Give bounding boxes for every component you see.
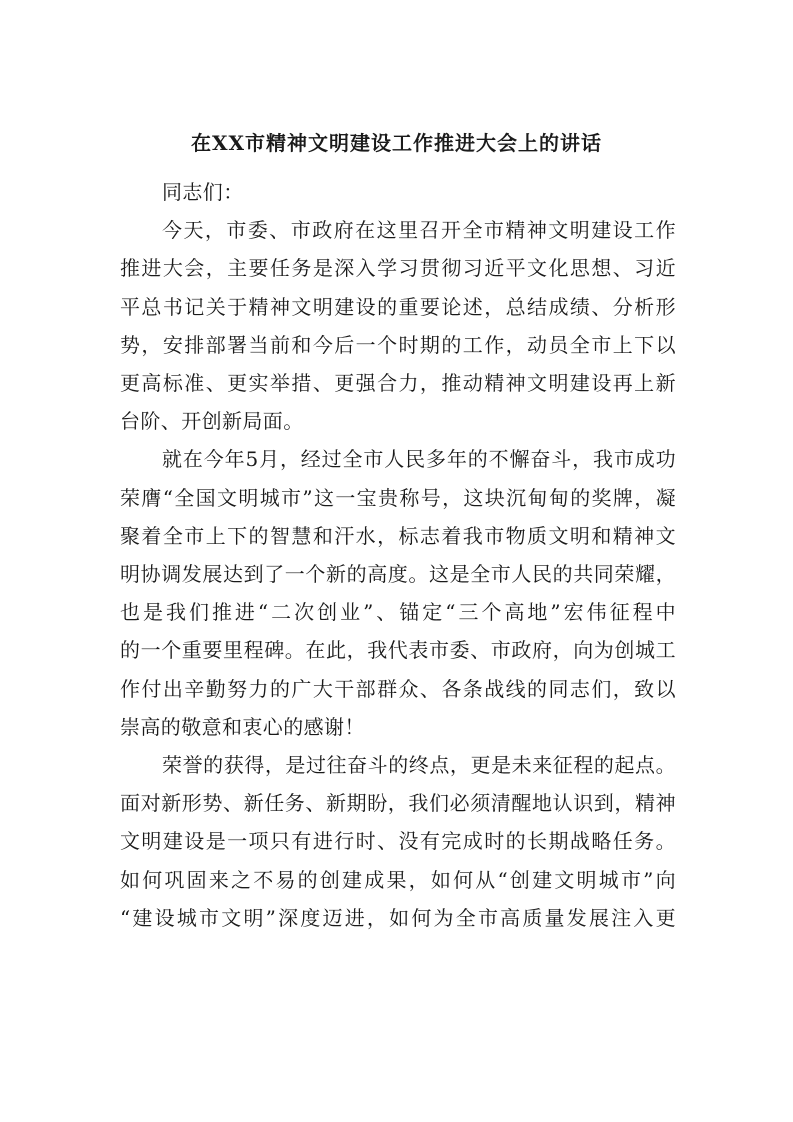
text-line: 更高标准、更实举措、更强合力，推动精神文明建设再上新 <box>120 371 676 395</box>
text-line: 如何巩固来之不易的创建成果，如何从“创建文明城市”向 <box>120 867 676 892</box>
text-line: 的一个重要里程碑。在此，我代表市委、市政府，向为创城工 <box>120 638 676 663</box>
page-title: 在XX市精神文明建设工作推进大会上的讲话 <box>190 131 603 155</box>
text-line: 台阶、开创新局面。 <box>120 409 304 434</box>
text-line: 也是我们推进“二次创业”、锚定“三个高地”宏伟征程中 <box>120 600 676 625</box>
text-line: 势，安排部署当前和今后一个时期的工作，动员全市上下以 <box>120 332 676 357</box>
text-line: 同志们： <box>162 180 244 204</box>
text-line: 崇高的敬意和衷心的感谢！ <box>120 714 365 739</box>
text-line: 荣膺“全国文明城市”这一宝贵称号，这块沉甸甸的奖牌，凝 <box>120 485 676 510</box>
text-line: 文明建设是一项只有进行时、没有完成时的长期战略任务。 <box>120 829 676 854</box>
text-line: 今天，市委、市政府在这里召开全市精神文明建设工作 <box>162 218 676 243</box>
text-line: 推进大会，主要任务是深入学习贯彻习近平文化思想、习近 <box>120 256 676 281</box>
text-line: 就在今年5月，经过全市人民多年的不懈奋斗，我市成功 <box>162 447 676 472</box>
text-line: 明协调发展达到了一个新的高度。这是全市人民的共同荣耀， <box>120 562 676 586</box>
text-line: 荣誉的获得，是过往奋斗的终点，更是未来征程的起点。 <box>162 753 676 777</box>
text-line: 作付出辛勤努力的广大干部群众、各条战线的同志们，致以 <box>120 676 676 701</box>
text-line: 聚着全市上下的智慧和汗水，标志着我市物质文明和精神文 <box>120 523 676 548</box>
text-line: 面对新形势、新任务、新期盼，我们必须清醒地认识到，精神 <box>120 791 676 816</box>
text-line: “建设城市文明”深度迈进，如何为全市高质量发展注入更 <box>120 905 676 930</box>
text-line: 平总书记关于精神文明建设的重要论述，总结成绩、分析形 <box>120 294 676 319</box>
